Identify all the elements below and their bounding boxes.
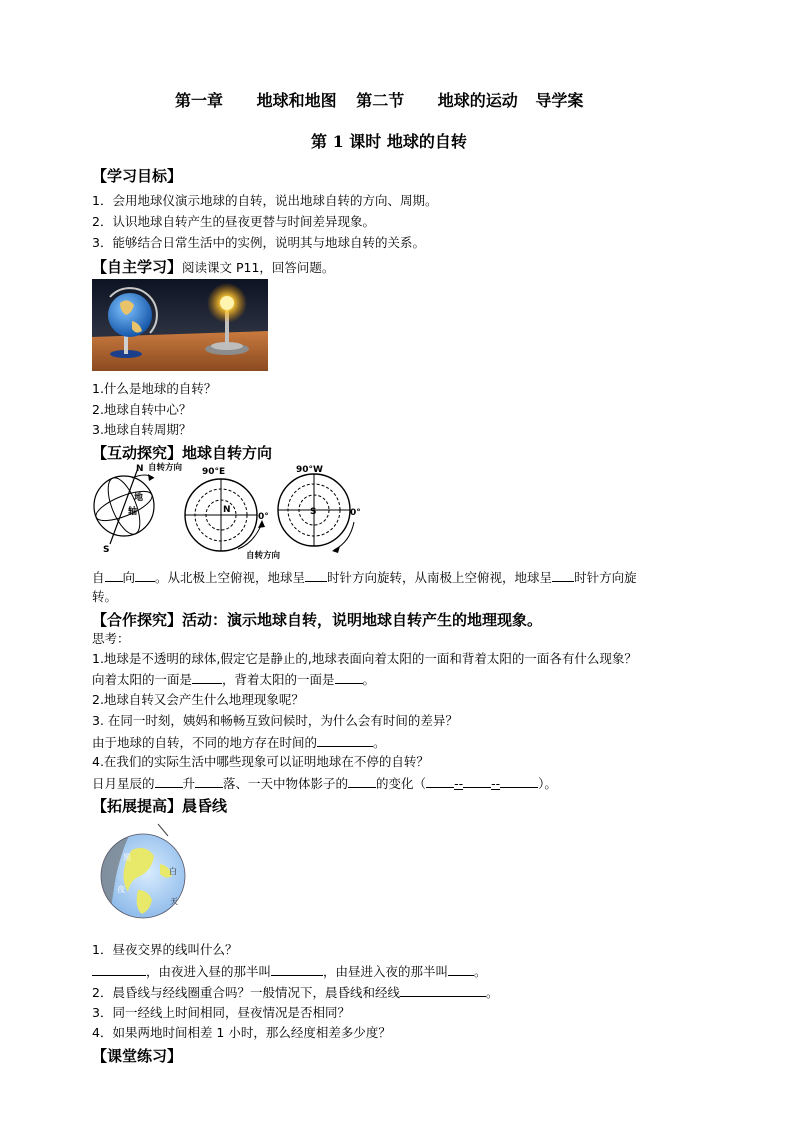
self-study-q3: 3.地球自转周期？ bbox=[92, 422, 192, 437]
coop-q4-fill: 日月星辰的 升 落、一天中物体影子的 的变化（ -- -- ）。 bbox=[92, 776, 557, 791]
chapter-title-line bbox=[175, 88, 583, 111]
self-study-q1: 1.什么是地球的自转？ bbox=[92, 381, 217, 396]
coop-q3-fill: 由于地球的自转，不同的地方存在时间的 。 bbox=[92, 735, 386, 750]
globe-label-day: 天 bbox=[170, 897, 178, 906]
terminator-globe bbox=[98, 820, 188, 932]
coop-q1: 1.地球是不透明的球体,假定它是静止的,地球表面向着太阳的一面和背着太阳的一面各有什么现象？ bbox=[92, 651, 637, 666]
section: 第二节 bbox=[356, 91, 405, 110]
extend-q3: 3．同一经线上时间相同，昼夜情况是否相同？ bbox=[92, 1005, 350, 1020]
goal-item-2: 2．认识地球自转产生的昼夜更替与时间差异现象。 bbox=[92, 214, 375, 229]
section-name: 地球的运动 bbox=[437, 91, 518, 110]
direction-label: 自转方向 bbox=[148, 463, 183, 473]
extend-q4: 4．如果两地时间相差 1 小时，那么经度相差多少度？ bbox=[92, 1025, 391, 1040]
practice-heading: 【课堂练习】 bbox=[92, 1047, 183, 1065]
rotation-diagram bbox=[88, 460, 368, 560]
coop-q3: 3. 在同一时刻，姨妈和畅畅互致问候时，为什么会有时间的差异？ bbox=[92, 713, 458, 728]
extend-heading: 【拓展提高】晨昏线 bbox=[92, 797, 228, 815]
coop-think: 思考： bbox=[92, 631, 130, 646]
doc-type: 导学案 bbox=[535, 91, 584, 110]
goal-item-1: 1．会用地球仪演示地球的自转，说出地球自转的方向、周期。 bbox=[92, 193, 438, 208]
self-study-heading: 【自主学习】 bbox=[92, 258, 183, 276]
coop-q4: 4.在我们的实际生活中哪些现象可以证明地球在不停的自转？ bbox=[92, 754, 429, 769]
fig3-top-label: 90°W bbox=[296, 465, 323, 475]
axis-char-2: 轴 bbox=[128, 507, 138, 517]
explore-heading: 【互动探究】地球自转方向 bbox=[92, 444, 273, 462]
south-label: S bbox=[103, 545, 110, 555]
self-study-line bbox=[92, 256, 334, 277]
explore-fill-line: 自 向 。从北极上空俯视，地球呈 时针方向旋转，从南极上空俯视，地球呈 时针方向旋 bbox=[92, 570, 637, 585]
globe-label-white: 白 bbox=[169, 867, 177, 876]
north-label: N bbox=[136, 464, 144, 474]
coop-heading: 【合作探究】活动：演示地球自转，说明地球自转产生的地理现象。 bbox=[92, 611, 543, 629]
coop-q1-fill: 向着太阳的一面是 ，背着太阳的一面是 。 bbox=[92, 672, 376, 687]
fig3-right-label: 0° bbox=[350, 508, 361, 518]
axis-char-1: 地 bbox=[134, 493, 144, 503]
extend-q2: 2．晨昏线与经线圈重合吗？一般情况下，晨昏线和经线 。 bbox=[92, 985, 499, 1000]
chapter-name: 地球和地图 bbox=[256, 91, 337, 110]
fig2-center-label: N bbox=[223, 505, 231, 515]
globe-lamp-photo bbox=[92, 279, 268, 371]
globe-label-black: 黑 bbox=[123, 853, 131, 862]
self-study-q2: 2.地球自转中心？ bbox=[92, 402, 192, 417]
self-study-instruction: 阅读课文 P11，回答问题。 bbox=[182, 260, 335, 275]
extend-q1-fill: ，由夜进入昼的那半叫 ，由昼进入夜的那半叫 。 bbox=[92, 963, 487, 980]
fig-caption: 自转方向 bbox=[246, 551, 281, 560]
fig2-right-label: 0° bbox=[258, 512, 269, 522]
extend-q1: 1．昼夜交界的线叫什么？ bbox=[92, 942, 238, 957]
fig3-center-label: S bbox=[310, 507, 317, 517]
tilted-globe-figure bbox=[92, 462, 182, 555]
globe-label-night: 夜 bbox=[117, 885, 125, 894]
lesson-title: 第 1 课时 地球的自转 bbox=[311, 132, 467, 151]
south-pole-view-figure bbox=[278, 465, 361, 553]
chapter: 第一章 bbox=[175, 91, 224, 110]
goals-heading: 【学习目标】 bbox=[92, 167, 183, 185]
fig2-top-label: 90°E bbox=[202, 467, 226, 477]
goal-item-3: 3．能够结合日常生活中的实例，说明其与地球自转的关系。 bbox=[92, 235, 425, 250]
explore-fill-line-2: 转。 bbox=[92, 589, 118, 604]
north-pole-view-figure bbox=[185, 467, 281, 560]
coop-q2: 2.地球自转又会产生什么地理现象呢？ bbox=[92, 692, 304, 707]
